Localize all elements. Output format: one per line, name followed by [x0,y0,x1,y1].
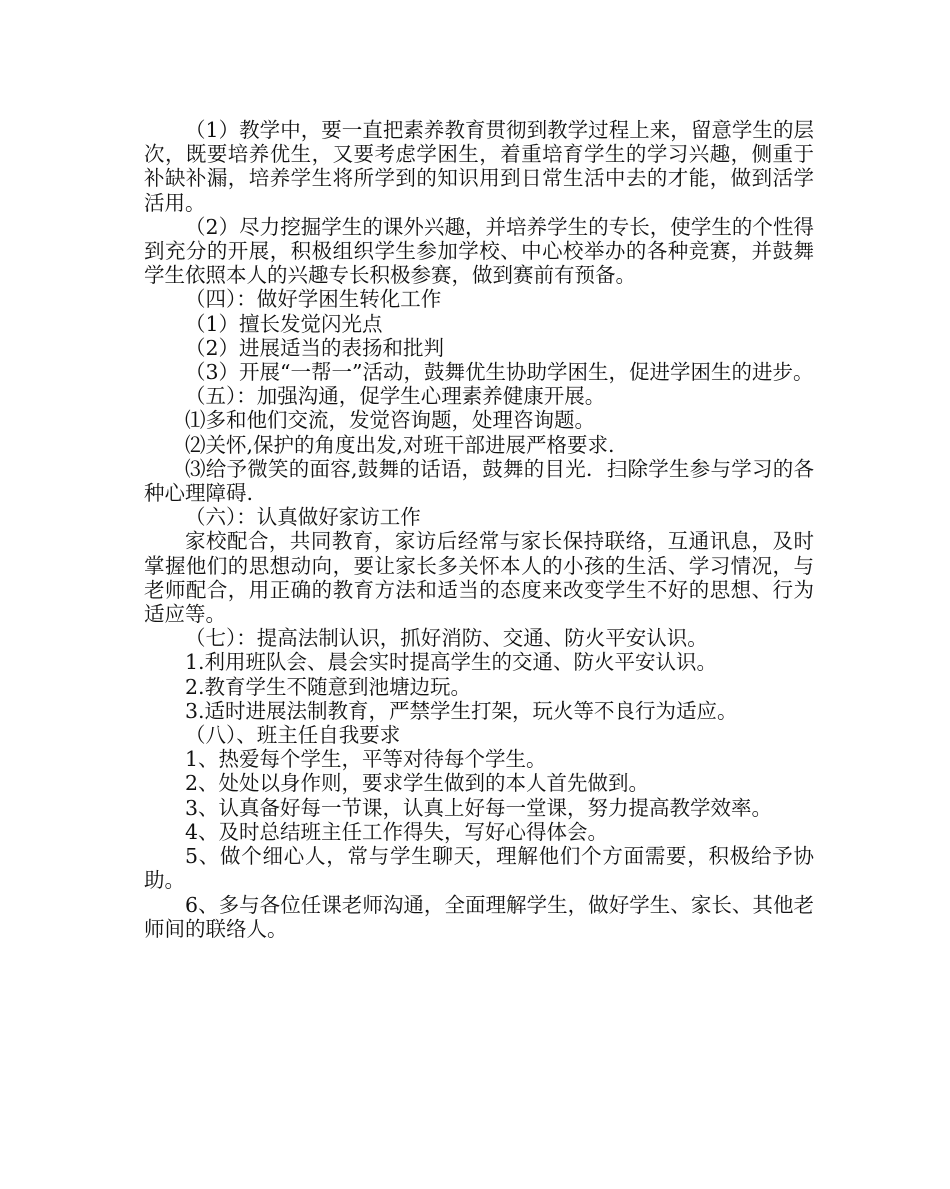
list-item: 4、及时总结班主任工作得失，写好心得体会。 [185,819,609,844]
list-item: （2）进展适当的表扬和批判 [185,335,445,360]
paragraph-interests: （2）尽力挖掘学生的课外兴趣，并培养学生的专长，使学生的个性得到充分的开展，积极组织学生参加学校、中心校举办的各种竞赛，并鼓舞学生依照本人的兴趣专长积极参赛，做到赛前有预备。 [144,214,814,288]
list-item: ⑴多和他们交流，发觉咨询题，处理咨询题。 [185,408,595,433]
list-item: 1.利用班队会、晨会实时提高学生的交通、防火平安认识。 [185,650,718,675]
list-item: 2、处处以身作则，要求学生做到的本人首先做到。 [185,771,650,796]
list-item: （3）开展“一帮一”活动，鼓舞优生协助学困生，促进学困生的进步。 [185,360,814,385]
list-item: （1）擅长发觉闪光点 [185,311,383,336]
list-item: 3.适时进展法制教育，严禁学生打架，玩火等不良行为适应。 [185,698,738,723]
list-item: 5、做个细心人，常与学生聊天，理解他们个方面需要，积极给予协助。 [144,844,814,893]
section-heading-7: （七）：提高法制认识，抓好消防、交通、防火平安认识。 [185,626,708,651]
section-heading-4: （四）：做好学困生转化工作 [185,287,442,312]
document-body [144,118,814,941]
list-item: 2.教育学生不随意到池塘边玩。 [185,674,472,699]
list-item: ⑵关怀,保护的角度出发,对班干部进展严格要求. [185,432,615,457]
section-heading-5: （五）：加强沟通，促学生心理素养健康开展。 [185,384,606,409]
paragraph-home-visits: 家校配合，共同教育，家访后经常与家长保持联络，互通讯息，及时掌握他们的思想动向，要让家长多关怀本人的小孩的生活、学习情况，与老师配合，用正确的教育方法和适当的态度来改变学生不好的思想、行为适应等。 [144,529,814,627]
section-heading-8: （八）、班主任自我要求 [185,723,401,748]
section-heading-6: （六）：认真做好家访工作 [185,505,421,530]
list-item: 1、热爱每个学生，平等对待每个学生。 [185,747,547,772]
list-item: 6、多与各位任课老师沟通，全面理解学生，做好学生、家长、其他老师间的联络人。 [144,892,814,941]
list-item: ⑶给予微笑的面容,鼓舞的话语，鼓舞的目光．扫除学生参与学习的各种心理障碍. [144,456,814,506]
list-item: 3、认真备好每一节课，认真上好每一堂课，努力提高教学效率。 [185,795,773,820]
paragraph-teaching: （1）教学中，要一直把素养教育贯彻到教学过程上来，留意学生的层次，既要培养优生，又要考虑学困生，着重培育学生的学习兴趣，侧重于补缺补漏，培养学生将所学到的知识用到日常生活中去的才能，做到活学活用。 [144,118,814,215]
